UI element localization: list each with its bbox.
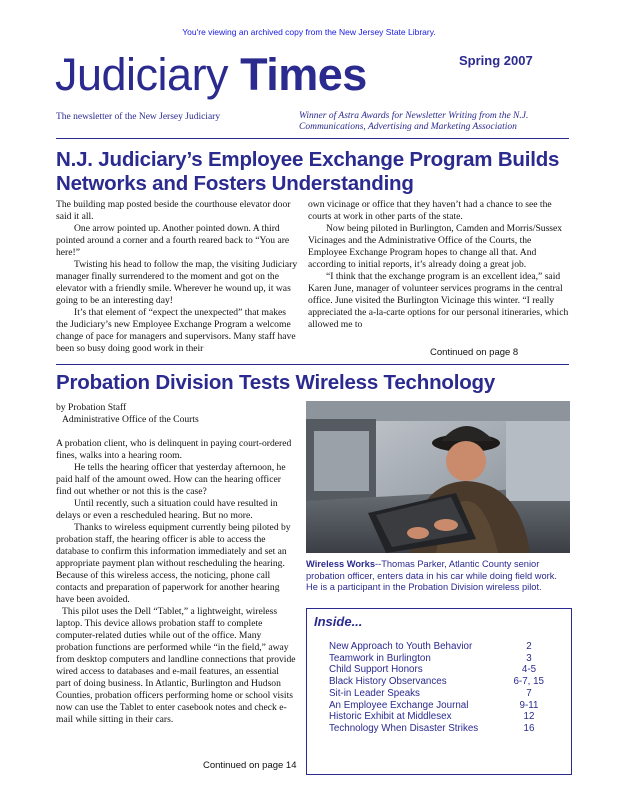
- byline-office: Administrative Office of the Courts: [62, 414, 199, 425]
- inside-item[interactable]: [329, 723, 544, 735]
- article1-paragraph: Twisting his head to follow the map, the visiting Judiciary manager finally surrendered to the moment and got on the elevator with a friendly smile. Wherever he wound up, it was going to be an interesting day!: [56, 259, 298, 306]
- inside-item-page: 9-11: [519, 699, 539, 711]
- article1-continued-link[interactable]: Continued on page 8: [430, 347, 519, 358]
- article1-paragraph: One arrow pointed up. Another pointed down. A third pointed around a corner and a fourth reared back to “You are here!”: [56, 223, 290, 258]
- inside-item[interactable]: [329, 641, 544, 653]
- article1-column-1: [56, 199, 299, 355]
- article1-paragraph: Now being piloted in Burlington, Camden and Morris/Sussex Vicinages and the Administrative Office of the Courts, the Employee Exchange Program hopes to change all that. And according to initial reports, it’s already doing a great job.: [308, 223, 563, 270]
- article1-paragraph: The building map posted beside the courthouse elevator door said it all.: [56, 199, 291, 222]
- article2-continued-link[interactable]: Continued on page 14: [203, 760, 297, 771]
- archive-notice: You're viewing an archived copy from the New Jersey State Library.: [182, 27, 436, 37]
- inside-item-label: An Employee Exchange Journal: [329, 699, 469, 711]
- inside-item[interactable]: [329, 711, 544, 723]
- award-note: Winner of Astra Awards for Newsletter Writing from the N.J. Communications, Advertising and Marketing Association: [299, 111, 529, 132]
- inside-item-page: 16: [523, 722, 535, 734]
- inside-box: [306, 608, 572, 775]
- inside-item[interactable]: [329, 688, 544, 700]
- inside-item-label: Sit-in Leader Speaks: [329, 687, 420, 699]
- article1-paragraph: own vicinage or office that they haven’t had a chance to see the courts at work in other parts of the state.: [308, 199, 552, 222]
- inside-list: [329, 641, 544, 735]
- photo-illustration: [306, 401, 570, 553]
- masthead-title-light: Judiciary: [55, 49, 241, 100]
- photo-caption: [306, 559, 571, 594]
- inside-item[interactable]: [329, 676, 544, 688]
- inside-item-page: 4-5: [521, 664, 537, 676]
- article1-headline: N.J. Judiciary’s Employee Exchange Program Builds Networks and Fosters Understanding: [56, 148, 560, 195]
- article2-byline: [56, 402, 296, 426]
- inside-item-label: Historic Exhibit at Middlesex: [329, 711, 452, 723]
- article1-paragraph: It’s that element of “expect the unexpected” that makes the Judiciary’s new Employee Exchange Program a welcome change of pace for managers and supervisors. Many staff have been so busy doing good work in their: [56, 307, 296, 354]
- inside-item-label: New Approach to Youth Behavior: [329, 641, 473, 652]
- article2-paragraph: This pilot uses the Dell “Tablet,” a lightweight, wireless laptop. This device allows probation staff to complete computer-related duties while out of the office. Many probation functions are performed while “in the field,” away from desktop computers and landline connections that provide wired access to databases and e-mail features, an essential part of doing business. In Atlantic, Burlington and Hudson Counties, probation officers performing home or school visits now can use the Tablet to enter casebook notes and check e-mail while sitting in their cars.: [56, 606, 296, 725]
- inside-item[interactable]: [329, 664, 544, 676]
- inside-item-label: Child Support Honors: [329, 664, 423, 676]
- byline-author: by Probation Staff: [56, 402, 127, 413]
- article2-paragraph: A probation client, who is delinquent in paying court-ordered fines, walks into a hearing room.: [56, 438, 292, 461]
- issue-season: Spring 2007: [459, 53, 533, 68]
- article2-paragraph: Thanks to wireless equipment currently being piloted by probation staff, the hearing officer is able to access the database to confirm this information immediately and set an appropriate payment plan without rescheduling the hearing. Because of this wireless access, the noticing, phone call contacts and preparation of paperwork for another hearing have been avoided.: [56, 522, 291, 605]
- inside-item[interactable]: [329, 700, 544, 712]
- inside-item-label: Teamwork in Burlington: [329, 652, 431, 664]
- caption-lead: Wireless Works: [306, 559, 375, 569]
- inside-item-page: 6-7, 15: [513, 676, 544, 688]
- article1-column-2: [308, 199, 570, 331]
- article2-paragraph: He tells the hearing officer that yesterday afternoon, he paid half of the amount owed. How can the hearing officer find out whether or not this is the case?: [56, 462, 286, 497]
- masthead-tagline: The newsletter of the New Jersey Judiciary: [56, 112, 221, 122]
- article1-paragraph: “I think that the exchange program is an excellent idea,” said Karen June, manager of volunteer services programs in the central office. June visited the Burlington Vicinage this winter. “I really appreciated the a-la-carte options for our personal itineraries, which allowed me to: [308, 271, 569, 330]
- article2-paragraph: Until recently, such a situation could have resulted in delays or even a rescheduled hearing. But no more.: [56, 498, 278, 521]
- article2-headline: Probation Division Tests Wireless Technology: [56, 371, 496, 394]
- inside-item-page: 2: [526, 641, 532, 652]
- article2-photo: [306, 401, 570, 553]
- inside-item-label: Black History Observances: [329, 676, 447, 688]
- inside-item[interactable]: [329, 653, 544, 665]
- caption-text: --Thomas Parker, Atlantic County senior probation officer, enters data in his car while doing field work. He is a participant in the Probation Division wireless pilot.: [306, 559, 557, 592]
- article2-column: [56, 402, 296, 726]
- inside-item-page: 3: [526, 652, 532, 664]
- inside-item-label: Technology When Disaster Strikes: [329, 722, 479, 734]
- inside-item-page: 7: [526, 687, 532, 699]
- inside-title: Inside...: [314, 614, 363, 629]
- masthead-divider: [56, 138, 569, 139]
- inside-item-page: 12: [523, 711, 535, 723]
- masthead-title-bold: Times: [240, 49, 367, 100]
- section-divider: [56, 364, 569, 365]
- masthead-title: [55, 50, 367, 100]
